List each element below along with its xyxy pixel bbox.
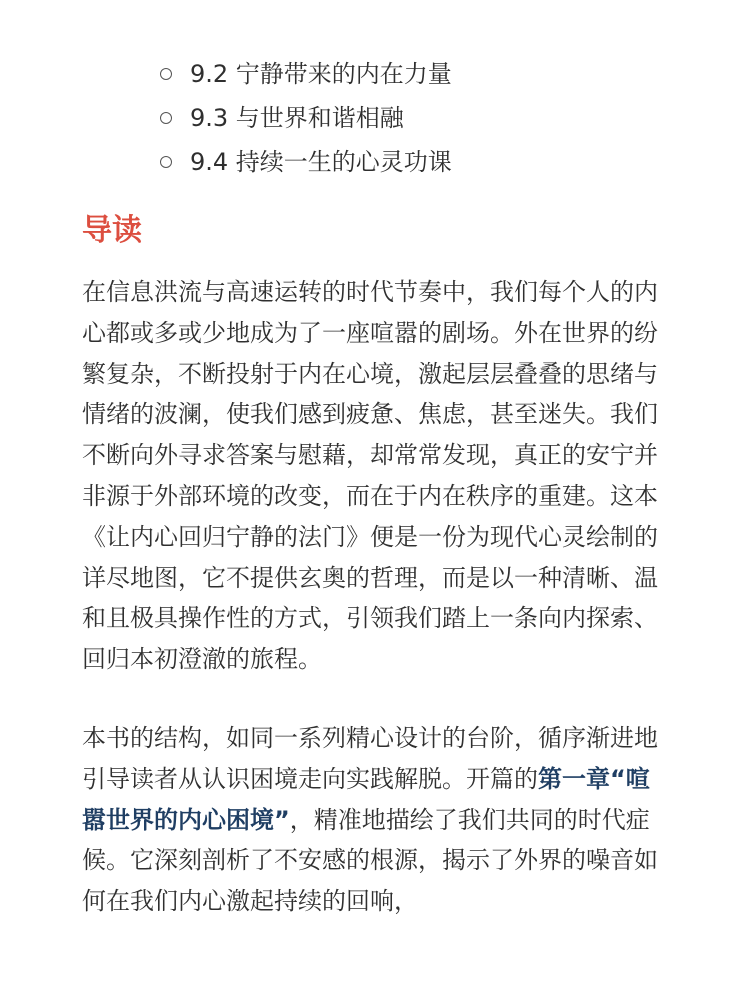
chapter-highlight: 第一章“喧嚣世界的内心困境” <box>82 764 650 834</box>
intro-paragraph: 在信息洪流与高速运转的时代节奏中，我们每个人的内心都或多或少地成为了一座喧嚣的剧场。外在世界的纷繁复杂，不断投射于内在心境，激起层层叠叠的思绪与情绪的波澜，使我们感到疲惫、焦虑，甚至迷失。我们不断向外寻求答案与慰藉，却常常发现，真正的安宁并非源于外部环境的改变，而在于内在秩序的重建。这本《让内心回归宁静的法门》便是一份为现代心灵绘制的详尽地图，它不提供玄奥的哲理，而是以一种清晰、温和且极具操作性的方式，引领我们踏上一条向内探索、回归本初澄澈的旅程。 <box>82 278 658 674</box>
toc-item[interactable] <box>160 52 452 96</box>
toc-item-label: 9.2 宁静带来的内在力量 <box>190 60 452 88</box>
section-heading: 导读 <box>82 213 142 248</box>
circle-bullet-icon <box>160 156 172 168</box>
toc-item[interactable] <box>160 96 452 140</box>
toc-item-label: 9.3 与世界和谐相融 <box>190 104 404 132</box>
paragraph-text: 本书的结构，如同一系列精心设计的台阶，循序渐进地引导读者从认识困境走向实践解脱。开篇的 <box>82 724 658 793</box>
toc-sublist <box>160 52 452 184</box>
toc-item-label: 9.4 持续一生的心灵功课 <box>190 148 452 176</box>
circle-bullet-icon <box>160 112 172 124</box>
structure-paragraph <box>82 718 672 922</box>
toc-item[interactable] <box>160 140 452 184</box>
paragraph-text: ，精准地描绘了我们共同的时代症候。它深刻剖析了不安感的根源，揭示了外界的噪音如何在我们内心激起持续的回响， <box>82 805 658 916</box>
circle-bullet-icon <box>160 68 172 80</box>
